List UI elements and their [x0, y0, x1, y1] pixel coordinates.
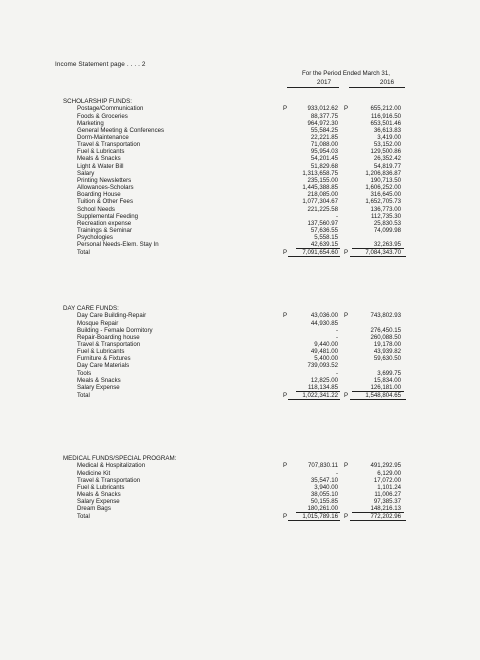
line-item-label: Supplemental Feeding — [77, 212, 138, 220]
amount-2016: 43,939.82 — [373, 348, 401, 356]
amount-2017: 964,972.30 — [307, 119, 338, 127]
line-item-row — [0, 206, 480, 213]
total-label: Total — [77, 391, 90, 399]
line-item-row — [0, 505, 480, 512]
line-item-label: Tools — [77, 369, 92, 377]
amount-2016: 17,072.00 — [373, 476, 401, 484]
year-2016-heading: 2016 — [379, 79, 395, 86]
line-item-label: Travel & Transportation — [77, 341, 141, 348]
line-item-row — [0, 105, 480, 112]
line-item-label: Furniture & Fixtures — [77, 355, 131, 363]
amount-2016: 19,178.00 — [373, 341, 401, 348]
line-item-row — [0, 127, 480, 134]
line-item-label: Travel & Transportation — [77, 141, 141, 149]
currency-symbol: P — [283, 462, 288, 470]
line-item-label: Mosque Repair — [77, 319, 119, 327]
total-2016: 1,548,804.65 — [365, 391, 401, 399]
amount-2016: 97,385.37 — [373, 498, 401, 506]
line-item-row — [0, 320, 480, 327]
amount-2017: 5,400.00 — [314, 355, 338, 363]
line-item-row — [0, 134, 480, 141]
amount-2017: 44,930.85 — [310, 319, 338, 327]
line-item-label: Marketing — [77, 119, 104, 127]
amount-2016: 15,834.00 — [373, 376, 401, 384]
line-item-label: School Needs — [77, 205, 115, 213]
amount-2016: 59,630.50 — [373, 355, 401, 363]
line-item-label: Salary — [77, 169, 95, 177]
line-item-label: Dream Bags — [77, 505, 111, 513]
amount-2017: 88,377.75 — [310, 112, 338, 120]
line-item-label: Printing Newsletters — [77, 176, 132, 184]
line-item-row — [0, 113, 480, 120]
amount-2017: 5,558.15 — [314, 234, 338, 242]
amount-2016: 743,802.93 — [370, 312, 401, 320]
amount-2016: 25,830.53 — [373, 219, 401, 227]
amount-2017: 137,560.97 — [307, 219, 338, 227]
line-item-row — [0, 334, 480, 341]
amount-2016: 316,645.00 — [370, 191, 401, 199]
amount-2016: 148,216.13 — [370, 505, 401, 513]
line-item-label: Repair-Boarding house — [77, 333, 140, 341]
amount-2017: 95,954.03 — [310, 148, 338, 156]
line-item-label: Boarding House — [77, 191, 121, 199]
amount-2016: 112,735.30 — [370, 212, 401, 220]
line-item-row — [0, 477, 480, 484]
year-underline — [349, 87, 405, 88]
amount-2017: 22,221.85 — [310, 134, 338, 141]
line-item-label: Meals & Snacks — [77, 491, 121, 498]
line-item-label: Personal Needs-Elem. Stay In — [77, 241, 159, 249]
amount-2017: 50,155.85 — [310, 498, 338, 506]
amount-2016: 3,699.75 — [377, 369, 401, 377]
amount-2017: 3,940.00 — [314, 483, 338, 491]
amount-2017: 49,481.00 — [310, 348, 338, 356]
amount-2017: 51,829.68 — [310, 162, 338, 170]
amount-2017: 1,077,304.67 — [302, 198, 338, 206]
total-2016: 772,202.96 — [370, 512, 401, 520]
line-item-label: Postage/Communication — [77, 105, 144, 113]
line-item-row — [0, 120, 480, 127]
total-underline — [288, 520, 340, 521]
line-item-label: Fuel & Lubricants — [77, 483, 125, 491]
total-underline — [350, 399, 406, 400]
line-item-row — [0, 341, 480, 348]
line-item-label: General Meeting & Conferences — [77, 126, 165, 134]
line-item-label: Travel & Transportation — [77, 476, 141, 484]
amount-2017: - — [335, 326, 338, 334]
section-total-row — [0, 513, 480, 520]
currency-symbol: P — [283, 248, 288, 256]
amount-2016: 6,129.00 — [377, 469, 401, 477]
line-item-row — [0, 384, 480, 391]
amount-2016: 126,181.00 — [370, 383, 401, 391]
amount-2017: 12,825.00 — [310, 376, 338, 384]
amount-2017: 54,201.45 — [310, 155, 338, 163]
amount-2017: 9,440.00 — [314, 341, 338, 348]
amount-2017: 1,313,658.75 — [302, 169, 338, 177]
currency-symbol: P — [344, 105, 349, 113]
amount-2016: 3,419.00 — [377, 134, 401, 141]
amount-2017: - — [335, 469, 338, 477]
line-item-label: Building - Female Dormitory — [77, 326, 153, 334]
line-item-row — [0, 148, 480, 155]
amount-2017: 43,036.00 — [310, 312, 338, 320]
currency-symbol: P — [344, 462, 349, 470]
currency-symbol: P — [283, 512, 288, 520]
amount-2017: - — [335, 333, 338, 341]
line-item-row — [0, 327, 480, 334]
amount-2017: - — [335, 212, 338, 220]
line-item-label: Foods & Groceries — [77, 112, 128, 120]
section-total-row — [0, 392, 480, 399]
currency-symbol: P — [344, 248, 349, 256]
section-title: MEDICAL FUNDS/SPECIAL PROGRAM: — [63, 455, 177, 462]
amount-2017: 1,445,388.85 — [302, 184, 338, 192]
line-item-row — [0, 370, 480, 377]
amount-2016: 116,916.50 — [370, 112, 401, 120]
currency-symbol: P — [344, 512, 349, 520]
currency-symbol: P — [344, 312, 349, 320]
line-item-label: Fuel & Lubricants — [77, 348, 125, 356]
currency-symbol: P — [283, 391, 288, 399]
line-item-row — [0, 155, 480, 162]
line-item-label: Medicine Kit — [77, 469, 111, 477]
line-item-label: Psychologies — [77, 234, 113, 242]
amount-2016: 1,652,705.73 — [365, 198, 401, 206]
page-header: Income Statement page . . . . 2 — [55, 61, 146, 68]
line-item-row — [0, 234, 480, 241]
line-item-row — [0, 227, 480, 234]
amount-2017: 933,012.62 — [307, 105, 338, 113]
amount-2017: 57,636.55 — [310, 226, 338, 234]
amount-2016: 54,819.77 — [373, 162, 401, 170]
line-item-label: Meals & Snacks — [77, 376, 121, 384]
line-item-label: Medical & Hospitalization — [77, 462, 146, 470]
amount-2017: 235,155.00 — [307, 176, 338, 184]
line-item-row — [0, 377, 480, 384]
line-item-row — [0, 220, 480, 227]
amount-2016: 653,501.46 — [370, 119, 401, 127]
line-item-label: Trainings & Seminar — [77, 226, 132, 234]
amount-2017: 218,085.00 — [307, 191, 338, 199]
total-2016: 7,084,343.70 — [365, 248, 401, 256]
line-item-row — [0, 198, 480, 205]
line-item-label: Salary Expense — [77, 498, 120, 506]
amount-2016: 1,606,252.00 — [365, 184, 401, 192]
currency-symbol: P — [283, 312, 288, 320]
line-item-row — [0, 362, 480, 369]
line-item-row — [0, 484, 480, 491]
amount-2016: 129,500.86 — [370, 148, 401, 156]
amount-2016: 53,152.00 — [373, 141, 401, 149]
total-2017: 7,091,654.60 — [302, 248, 338, 256]
amount-2016: 1,206,836.87 — [365, 169, 401, 177]
line-item-row — [0, 170, 480, 177]
section-title: DAY CARE FUNDS: — [63, 305, 119, 312]
total-underline — [350, 256, 406, 257]
amount-2016: 74,099.98 — [373, 226, 401, 234]
line-item-row — [0, 163, 480, 170]
year-2017-heading: 2017 — [316, 79, 332, 86]
line-item-row — [0, 191, 480, 198]
amount-2016: 491,292.95 — [370, 462, 401, 470]
line-item-label: Fuel & Lubricants — [77, 148, 125, 156]
amount-2017: - — [335, 369, 338, 377]
year-underline — [287, 87, 339, 88]
currency-symbol: P — [283, 105, 288, 113]
amount-2017: 42,639.15 — [310, 241, 338, 249]
total-underline — [350, 520, 406, 521]
amount-2016: 276,450.15 — [370, 326, 401, 334]
total-2017: 1,015,789.16 — [302, 512, 338, 520]
total-label: Total — [77, 512, 90, 520]
line-item-row — [0, 241, 480, 248]
line-item-label: Recreation expense — [77, 219, 132, 227]
amount-2017: 35,547.10 — [310, 476, 338, 484]
line-item-label: Meals & Snacks — [77, 155, 121, 163]
line-item-label: Day Care Building-Repair — [77, 312, 147, 320]
amount-2016: 36,613.83 — [373, 126, 401, 134]
line-item-label: Tuition & Other Fees — [77, 198, 133, 206]
line-item-row — [0, 348, 480, 355]
section-total-row — [0, 249, 480, 256]
total-label: Total — [77, 248, 90, 256]
period-heading: For the Period Ended March 31, — [301, 70, 391, 77]
amount-2016: 136,773.00 — [370, 205, 401, 213]
line-item-row — [0, 462, 480, 469]
line-item-row — [0, 355, 480, 362]
line-item-row — [0, 213, 480, 220]
line-item-label: Day Care Materials — [77, 362, 130, 370]
line-item-row — [0, 491, 480, 498]
line-item-row — [0, 470, 480, 477]
amount-2016: 260,088.50 — [370, 333, 401, 341]
amount-2017: 118,134.85 — [307, 383, 338, 391]
amount-2017: 707,830.11 — [307, 462, 338, 470]
amount-2017: 221,225.58 — [307, 205, 338, 213]
line-item-row — [0, 184, 480, 191]
total-underline — [288, 399, 340, 400]
amount-2017: 38,055.10 — [310, 491, 338, 498]
amount-2017: 71,088.00 — [310, 141, 338, 149]
amount-2016: 26,352.42 — [373, 155, 401, 163]
line-item-row — [0, 498, 480, 505]
line-item-row — [0, 312, 480, 319]
amount-2016: 190,713.50 — [370, 176, 401, 184]
total-2017: 1,022,341.22 — [302, 391, 338, 399]
amount-2016: 32,263.95 — [373, 241, 401, 249]
line-item-row — [0, 141, 480, 148]
line-item-label: Salary Expense — [77, 383, 120, 391]
amount-2017: 739,093.52 — [307, 362, 338, 370]
amount-2017: 180,261.00 — [307, 505, 338, 513]
line-item-row — [0, 177, 480, 184]
line-item-label: Dorm-Maintenance — [77, 134, 129, 141]
amount-2016: 655,212.00 — [370, 105, 401, 113]
section-title: SCHOLARSHIP FUNDS: — [63, 98, 132, 105]
line-item-label: Allowances-Scholars — [77, 184, 134, 192]
amount-2017: 55,584.25 — [310, 126, 338, 134]
amount-2016: 1,101.24 — [377, 483, 401, 491]
amount-2016: 11,006.27 — [374, 491, 401, 498]
line-item-label: Light & Water Bill — [77, 162, 124, 170]
currency-symbol: P — [344, 391, 349, 399]
total-underline — [288, 256, 340, 257]
